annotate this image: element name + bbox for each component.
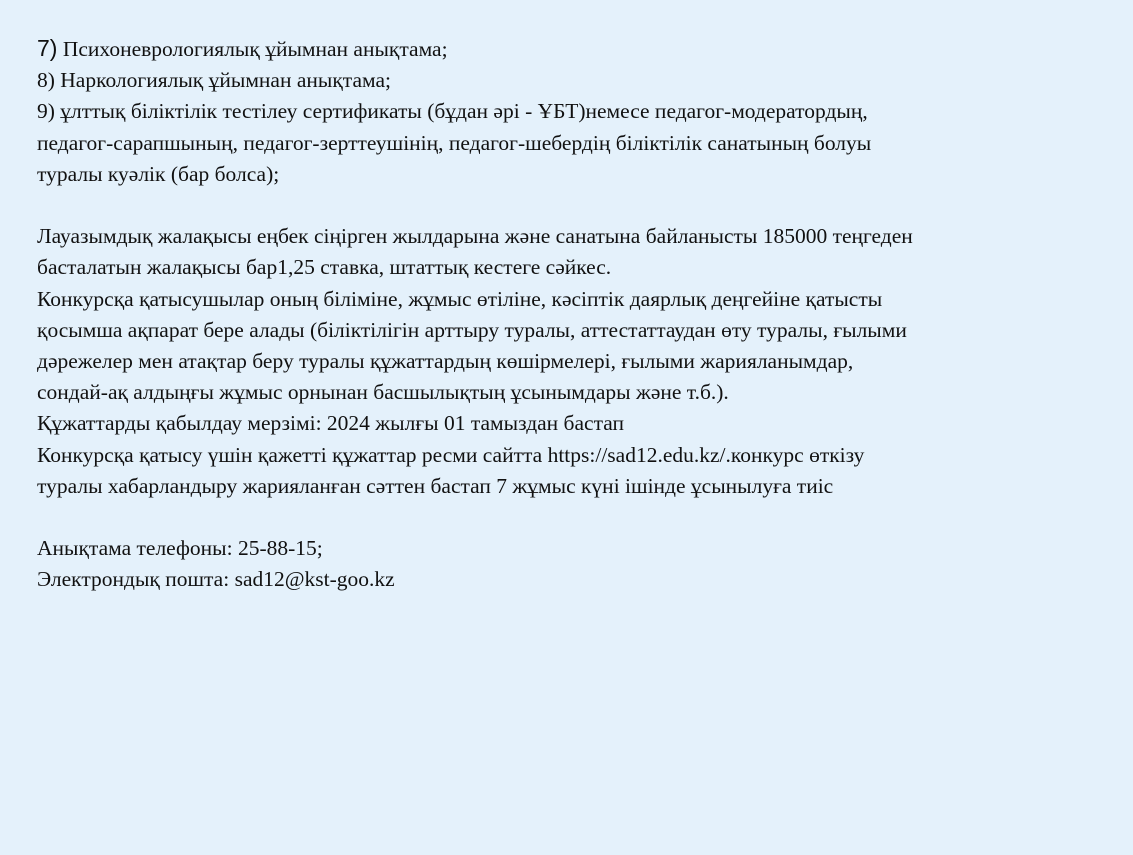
paragraph-spacer [37, 190, 1127, 221]
salary-line-1: Лауазымдық жалақысы еңбек сіңірген жылдарына және санатына байланысты 185000 теңгеден [37, 224, 913, 249]
contact-email: Электрондық пошта: sad12@kst-goo.kz [37, 567, 395, 592]
requirement-item-9-line-2: педагог-сарапшының, педагог-зерттеушінің, педагог-шебердің біліктілік санатының болуы [37, 130, 872, 155]
contact-phone: Анықтама телефоны: 25-88-15; [37, 536, 323, 561]
additional-info-line-1: Конкурсқа қатысушылар оның біліміне, жұмыс өтіліне, кәсіптік даярлық деңгейіне қатысты [37, 286, 883, 311]
document-body [37, 33, 1127, 596]
submission-line-2: туралы хабарландыру жарияланған сәттен бастап 7 жұмыс күні ішінде ұсынылуға тиіс [37, 473, 834, 498]
paragraph-spacer [37, 502, 1127, 533]
additional-info-line-2: қосымша ақпарат бере алады (біліктілігін арттыру туралы, аттестаттаудан өту туралы, ғылыми [37, 317, 907, 342]
deadline-line: Құжаттарды қабылдау мерзімі: 2024 жылғы 01 тамыздан бастап [37, 411, 625, 436]
requirement-item-7 [37, 33, 1127, 65]
requirement-item-9-line-3: туралы куәлік (бар болса); [37, 161, 280, 186]
additional-info-line-3: дәрежелер мен атақтар беру туралы құжаттардың көшірмелері, ғылыми жарияланымдар, [37, 349, 854, 374]
requirement-item-7-number: 7) [37, 35, 58, 61]
salary-line-2: басталатын жалақысы бар1,25 ставка, штаттық кестеге сәйкес. [37, 255, 612, 280]
submission-line-1: Конкурсқа қатысу үшін қажетті құжаттар ресми сайтта https://sad12.edu.kz/.конкурс өткізу [37, 442, 865, 467]
requirement-item-9-line-1: 9) ұлттық біліктілік тестілеу сертификаты (бұдан әрі - ҰБТ)немесе педагог-модератордың, [37, 99, 868, 124]
requirement-item-7-text: Психоневрологиялық ұйымнан анықтама; [57, 37, 448, 61]
additional-info-line-4: сондай-ақ алдыңғы жұмыс орнынан басшылықтың ұсынымдары және т.б.). [37, 380, 729, 405]
requirement-item-8: 8) Наркологиялық ұйымнан анықтама; [37, 68, 391, 93]
